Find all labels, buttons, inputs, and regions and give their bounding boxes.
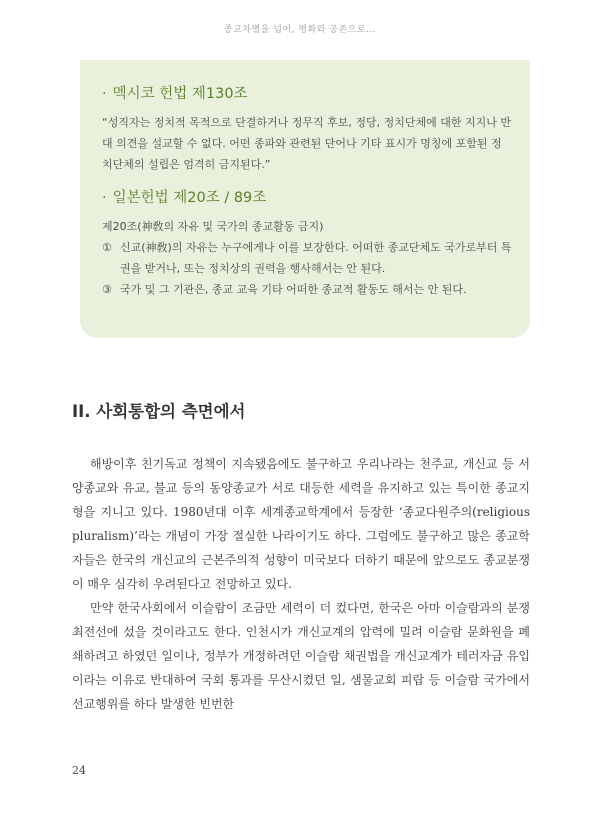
- japan-bullet: ·: [102, 190, 107, 206]
- body-paragraph: 해방이후 친기독교 정책이 지속됐음에도 불구하고 우리나라는 천주교, 개신교 등 서양종교와 유교, 불교 등의 동양종교가 서로 대등한 세력을 유지하고 있는 특이한 종교지형을 지니고 있다. 1980년대 이후 세계종교학계에서 등장한 ‘종교다원주의(religious pluralism)’라는 개념이 가장 절실한 나라이기도 하다. 그럼에도 불구하고 많은 종교학자들은 한국의 개신교의 근본주의적 성향이 미국보다 더하기 때문에 앞으로도 종교분쟁이 매우 심각히 우려된다고 전망하고 있다.: [72, 457, 530, 591]
- mexico-bullet: ·: [102, 86, 107, 102]
- japan-item: [102, 237, 512, 279]
- page-number: 24: [72, 764, 86, 777]
- japan-item-text: 신교(神敎)의 자유는 누구에게나 이를 보장한다. 어떠한 종교단체도 국가로부터 특권을 받거나, 또는 정치상의 권력을 행사해서는 안 된다.: [120, 241, 512, 275]
- section-title: II. 사회통합의 측면에서: [72, 402, 246, 421]
- running-header: 종교차별을 넘어, 평화와 공존으로...: [223, 25, 377, 35]
- mexico-quote: “성직자는 정치적 목적으로 단결하거나 정무직 후보, 정당, 정치단체에 대한 지지나 반대 의견을 설교할 수 없다. 어떤 종파와 관련된 단어나 기타 표시가 명칭에 포함된 정치단체의 설립은 엄격히 금지된다.”: [102, 116, 511, 171]
- japan-heading-text: 일본헌법 제20조 / 89조: [112, 190, 267, 206]
- japan-item: [102, 279, 512, 300]
- body-paragraph: 만약 한국사회에서 이슬람이 조금만 세력이 더 컸다면, 한국은 아마 이슬람과의 분쟁 최전선에 섰을 것이라고도 한다. 인천시가 개신교계의 압력에 밀려 이슬람 문화원을 폐쇄하려고 하였던 일이나, 정부가 개정하려던 이슬람 채권법을 개신교계가 테러자금 유입이라는 이유로 반대하여 국회 통과를 무산시켰던 일, 샘물교회 피랍 등 이슬람 국가에서 선교행위를 하다 발생한 빈번한: [72, 601, 530, 711]
- mexico-heading-text: 멕시코 헌법 제130조: [112, 86, 248, 102]
- japan-item-text: 국가 및 그 기관은, 종교 교육 기타 어떠한 종교적 활동도 해서는 안 된다.: [120, 283, 467, 296]
- japan-heading: [102, 189, 512, 207]
- japan-item-number: ③: [102, 283, 112, 296]
- body-text: [72, 452, 530, 716]
- constitution-box: [80, 60, 530, 338]
- constitution-box-content: [102, 85, 512, 300]
- japan-article-title: 제20조(神敎의 자유 및 국가의 종교활동 금지): [102, 220, 324, 233]
- mexico-heading: [102, 85, 512, 103]
- japan-item-number: ①: [102, 241, 112, 254]
